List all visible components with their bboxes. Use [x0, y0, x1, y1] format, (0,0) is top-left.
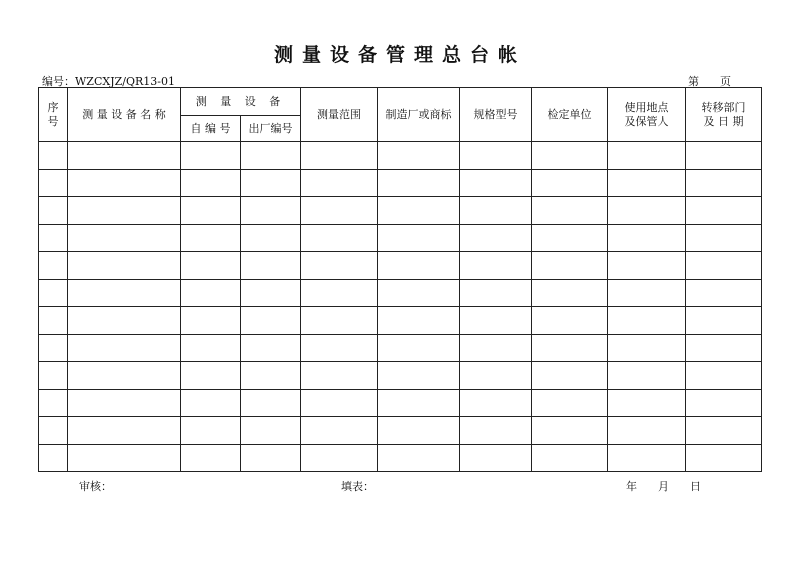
table-cell[interactable] — [39, 389, 68, 417]
table-cell[interactable] — [181, 197, 241, 225]
table-cell[interactable] — [460, 197, 532, 225]
table-row — [39, 169, 762, 197]
header-equipment-group: 测 量 设 备 — [181, 88, 301, 116]
header-model: 规格型号 — [460, 88, 532, 142]
table-cell[interactable] — [301, 334, 378, 362]
table-cell[interactable] — [39, 362, 68, 390]
header-serial: 序号 — [39, 88, 68, 142]
table-cell[interactable] — [608, 279, 686, 307]
table-cell[interactable] — [39, 142, 68, 170]
table-cell[interactable] — [378, 389, 460, 417]
table-cell[interactable] — [241, 169, 301, 197]
table-cell[interactable] — [301, 224, 378, 252]
table-cell[interactable] — [686, 142, 762, 170]
table-cell[interactable] — [181, 307, 241, 335]
table-cell[interactable] — [532, 169, 608, 197]
table-cell[interactable] — [378, 169, 460, 197]
table-cell[interactable] — [181, 224, 241, 252]
table-cell[interactable] — [460, 307, 532, 335]
table-cell[interactable] — [608, 142, 686, 170]
table-cell[interactable] — [532, 142, 608, 170]
table-cell[interactable] — [686, 362, 762, 390]
table-cell[interactable] — [686, 252, 762, 280]
table-cell[interactable] — [378, 417, 460, 445]
table-cell[interactable] — [181, 417, 241, 445]
table-cell[interactable] — [532, 307, 608, 335]
header-calibration-unit: 检定单位 — [532, 88, 608, 142]
table-cell[interactable] — [301, 389, 378, 417]
table-cell[interactable] — [608, 444, 686, 472]
table-cell[interactable] — [181, 279, 241, 307]
date-label: 年 月 日 — [626, 480, 701, 493]
table-cell[interactable] — [68, 169, 181, 197]
table-cell[interactable] — [181, 362, 241, 390]
table-row — [39, 417, 762, 445]
table-cell[interactable] — [608, 389, 686, 417]
table-cell[interactable] — [68, 279, 181, 307]
table-cell[interactable] — [301, 362, 378, 390]
table-cell[interactable] — [68, 334, 181, 362]
table-cell[interactable] — [460, 444, 532, 472]
table-cell[interactable] — [301, 307, 378, 335]
table-row — [39, 389, 762, 417]
table-cell[interactable] — [532, 389, 608, 417]
table-cell[interactable] — [686, 334, 762, 362]
table-cell[interactable] — [39, 197, 68, 225]
table-cell[interactable] — [608, 197, 686, 225]
document-title: 测量设备管理总台帐 — [273, 44, 526, 66]
table-cell[interactable] — [460, 417, 532, 445]
table-cell[interactable] — [378, 224, 460, 252]
table-cell[interactable] — [68, 362, 181, 390]
table-cell[interactable] — [460, 252, 532, 280]
table-cell[interactable] — [686, 417, 762, 445]
table-cell[interactable] — [460, 169, 532, 197]
table-cell[interactable] — [608, 169, 686, 197]
table-cell[interactable] — [378, 279, 460, 307]
table-cell[interactable] — [532, 334, 608, 362]
table-cell[interactable] — [301, 169, 378, 197]
table-cell[interactable] — [301, 142, 378, 170]
table-cell[interactable] — [241, 224, 301, 252]
table-cell[interactable] — [68, 307, 181, 335]
fill-label: 填表： — [341, 480, 374, 493]
table-cell[interactable] — [460, 224, 532, 252]
table-row — [39, 334, 762, 362]
table-cell[interactable] — [39, 252, 68, 280]
table-cell[interactable] — [460, 142, 532, 170]
table-cell[interactable] — [39, 444, 68, 472]
table-cell[interactable] — [68, 197, 181, 225]
table-cell[interactable] — [686, 444, 762, 472]
header-location-keeper: 使用地点及保管人 — [608, 88, 686, 142]
table-row — [39, 197, 762, 225]
table-row — [39, 279, 762, 307]
table-cell[interactable] — [241, 197, 301, 225]
table-cell[interactable] — [241, 444, 301, 472]
table-row — [39, 142, 762, 170]
table-cell[interactable] — [301, 279, 378, 307]
table-cell[interactable] — [241, 389, 301, 417]
table-cell[interactable] — [608, 252, 686, 280]
table-cell[interactable] — [378, 142, 460, 170]
table-row — [39, 444, 762, 472]
table-cell[interactable] — [241, 362, 301, 390]
review-label: 审核： — [79, 480, 112, 493]
table-cell[interactable] — [181, 142, 241, 170]
table-cell[interactable] — [181, 252, 241, 280]
table-cell[interactable] — [532, 279, 608, 307]
table-cell[interactable] — [460, 334, 532, 362]
table-cell[interactable] — [68, 252, 181, 280]
table-cell[interactable] — [686, 169, 762, 197]
table-cell[interactable] — [608, 334, 686, 362]
table-cell[interactable] — [39, 307, 68, 335]
table-cell[interactable] — [686, 279, 762, 307]
table-cell[interactable] — [686, 307, 762, 335]
document-code: 编号：WZCXJZ/QR13-01 — [42, 75, 175, 88]
table-cell[interactable] — [39, 224, 68, 252]
table-cell[interactable] — [68, 444, 181, 472]
page-number-label: 第 页 — [688, 75, 731, 88]
table-cell[interactable] — [378, 444, 460, 472]
header-manufacturer: 制造厂或商标 — [378, 88, 460, 142]
table-cell[interactable] — [241, 334, 301, 362]
table-cell[interactable] — [608, 224, 686, 252]
table-cell[interactable] — [241, 279, 301, 307]
table-row — [39, 362, 762, 390]
table-cell[interactable] — [68, 389, 181, 417]
table-cell[interactable] — [532, 224, 608, 252]
table-cell[interactable] — [608, 417, 686, 445]
table-cell[interactable] — [39, 279, 68, 307]
table-cell[interactable] — [686, 389, 762, 417]
table-cell[interactable] — [241, 307, 301, 335]
table-cell[interactable] — [241, 417, 301, 445]
table-cell[interactable] — [301, 197, 378, 225]
table-cell[interactable] — [608, 307, 686, 335]
table-cell[interactable] — [460, 362, 532, 390]
table-row — [39, 307, 762, 335]
table-cell[interactable] — [181, 169, 241, 197]
table-cell[interactable] — [608, 362, 686, 390]
table-cell[interactable] — [241, 142, 301, 170]
table-cell[interactable] — [532, 362, 608, 390]
table-cell[interactable] — [378, 334, 460, 362]
ledger-table — [38, 87, 762, 472]
table-cell[interactable] — [39, 169, 68, 197]
table-cell[interactable] — [181, 389, 241, 417]
table-cell[interactable] — [378, 362, 460, 390]
table-cell[interactable] — [241, 252, 301, 280]
header-factory-number: 出厂编号 — [241, 116, 301, 142]
table-cell[interactable] — [532, 417, 608, 445]
header-transfer-date: 转移部门及 日 期 — [686, 88, 762, 142]
header-equipment-name: 测 量 设 备 名 称 — [68, 88, 181, 142]
table-cell[interactable] — [378, 252, 460, 280]
table-cell[interactable] — [460, 279, 532, 307]
table-row — [39, 252, 762, 280]
table-cell[interactable] — [378, 197, 460, 225]
table-cell[interactable] — [39, 417, 68, 445]
header-measuring-range: 测量范围 — [301, 88, 378, 142]
table-cell[interactable] — [460, 389, 532, 417]
table-cell[interactable] — [532, 444, 608, 472]
table-cell[interactable] — [301, 417, 378, 445]
table-cell[interactable] — [686, 224, 762, 252]
table-cell[interactable] — [686, 197, 762, 225]
table-cell[interactable] — [181, 444, 241, 472]
table-cell[interactable] — [301, 252, 378, 280]
table-cell[interactable] — [39, 334, 68, 362]
table-cell[interactable] — [68, 224, 181, 252]
table-cell[interactable] — [68, 417, 181, 445]
table-cell[interactable] — [532, 252, 608, 280]
table-row — [39, 224, 762, 252]
table-cell[interactable] — [68, 142, 181, 170]
header-self-number: 自 编 号 — [181, 116, 241, 142]
table-cell[interactable] — [378, 307, 460, 335]
ledger-body — [39, 142, 762, 472]
table-cell[interactable] — [301, 444, 378, 472]
table-cell[interactable] — [181, 334, 241, 362]
table-cell[interactable] — [532, 197, 608, 225]
